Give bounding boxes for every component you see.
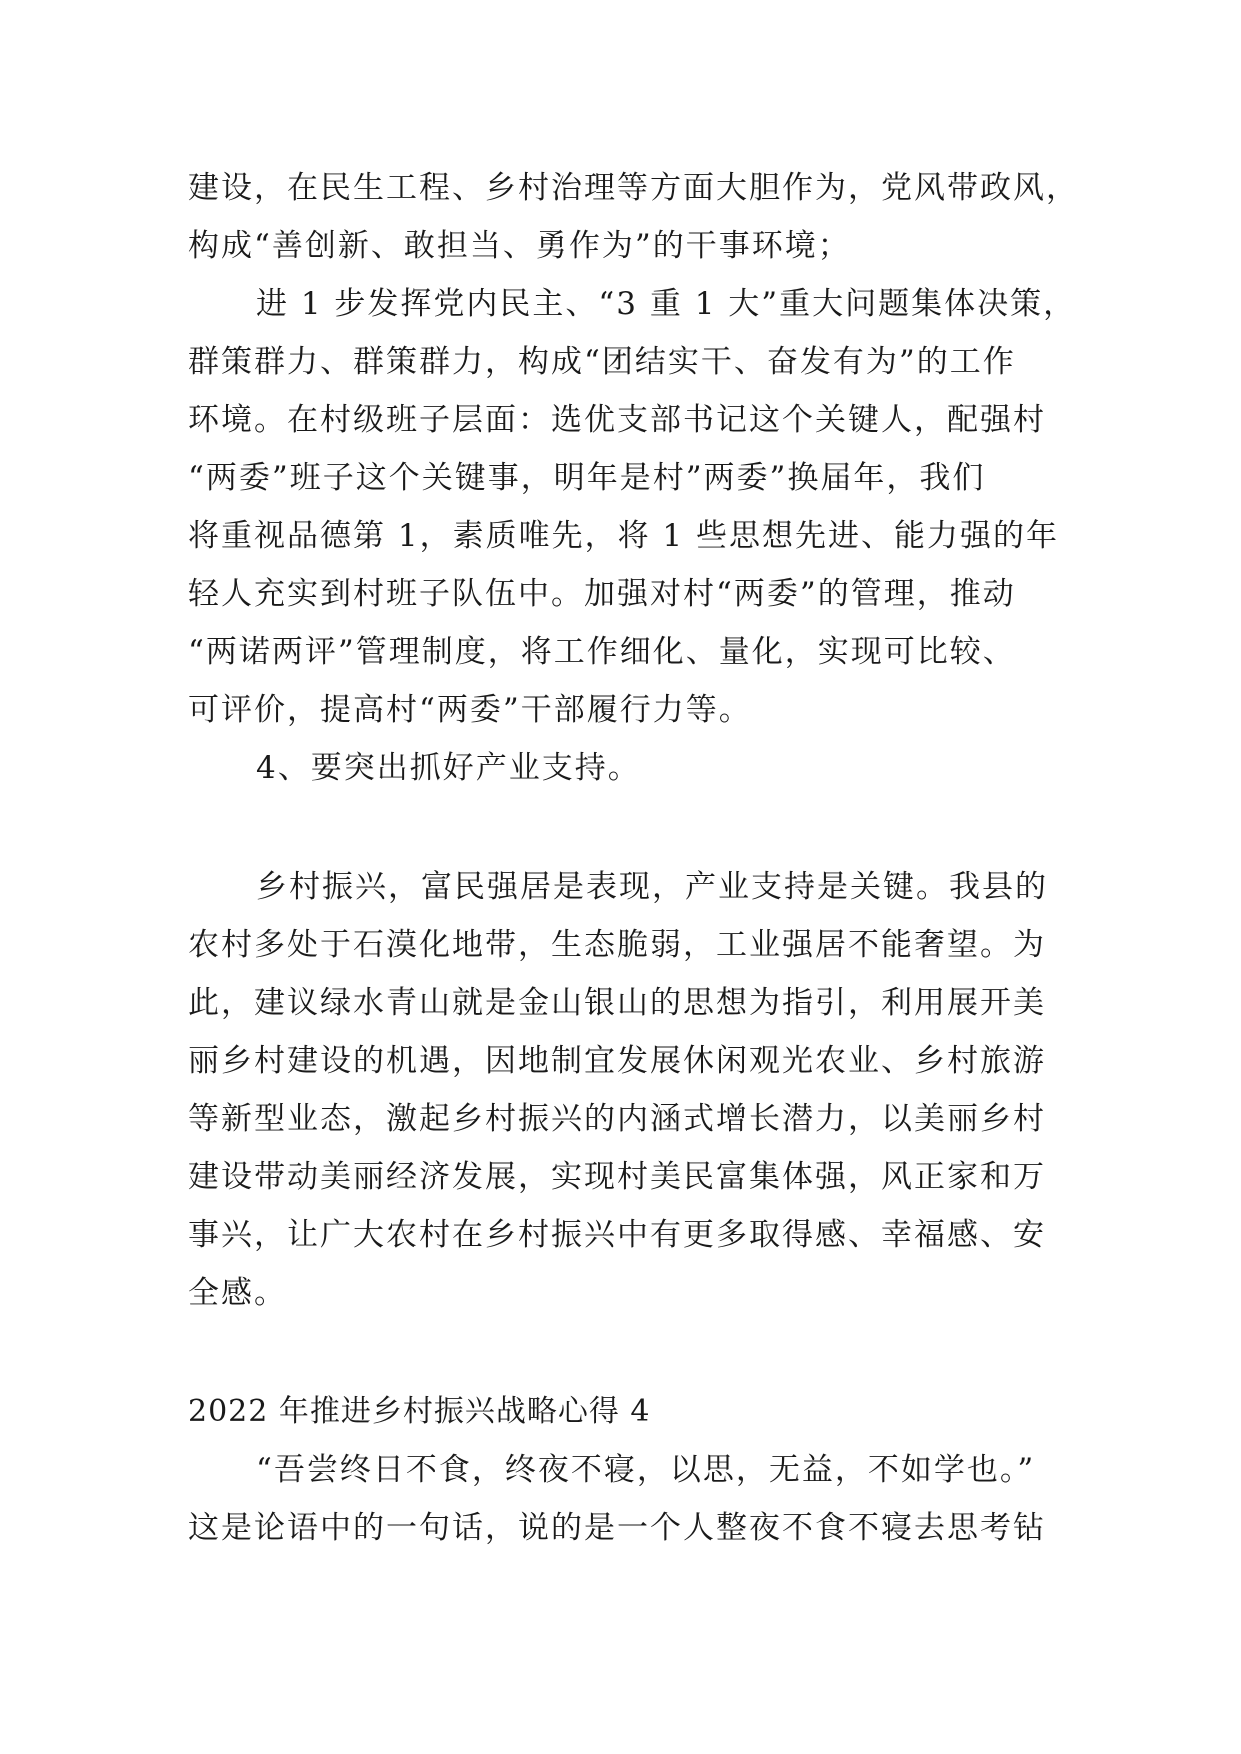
text-line: 此，建议绿水青山就是金山银山的思想为指引，利用展开美 <box>188 985 1046 1021</box>
text-line: “两诺两评”管理制度，将工作细化、量化，实现可比较、 <box>188 634 1016 670</box>
text-line: 可评价，提高村“两委”干部履行力等。 <box>188 692 752 728</box>
text-line: 群策群力、群策群力，构成“团结实干、奋发有为”的工作 <box>188 344 1016 380</box>
text-line: 轻人充实到村班子队伍中。加强对村“两委”的管理，推动 <box>188 576 1016 612</box>
text-line: 农村多处于石漠化地带，生态脆弱，工业强居不能奢望。为 <box>188 927 1046 963</box>
paragraph-first-line: “吾尝终日不食，终夜不寝，以思，无益，不如学也。” <box>256 1452 1036 1488</box>
text-line: 全感。 <box>188 1275 287 1311</box>
text-line: 建设，在民生工程、乡村治理等方面大胆作为，党风带政风， <box>188 170 1079 206</box>
text-line: “两委”班子这个关键事，明年是村”两委”换届年，我们 <box>188 460 986 496</box>
text-line: 建设带动美丽经济发展，实现村美民富集体强，风正家和万 <box>188 1159 1046 1195</box>
text-line: 丽乡村建设的机遇，因地制宜发展休闲观光农业、乡村旅游 <box>188 1043 1046 1079</box>
text-line: 环境。在村级班子层面：选优支部书记这个关键人，配强村 <box>188 402 1046 438</box>
section-title: 2022 年推进乡村振兴战略心得 4 <box>188 1394 651 1429</box>
text-line: 将重视品德第 1，素质唯先，将 1 些思想先进、能力强的年 <box>188 518 1060 554</box>
text-line: 构成“善创新、敢担当、勇作为”的干事环境； <box>188 228 851 264</box>
point-heading: 4、要突出抓好产业支持。 <box>256 750 641 786</box>
text-line: 这是论语中的一句话，说的是一个人整夜不食不寝去思考钻 <box>188 1510 1046 1546</box>
paragraph-first-line: 乡村振兴，富民强居是表现，产业支持是关键。我县的 <box>256 869 1048 905</box>
text-line: 事兴，让广大农村在乡村振兴中有更多取得感、幸福感、安 <box>188 1217 1046 1253</box>
paragraph-first-line: 进 1 步发挥党内民主、“3 重 1 大”重大问题集体决策， <box>256 286 1077 322</box>
text-line: 等新型业态，激起乡村振兴的内涵式增长潜力，以美丽乡村 <box>188 1101 1046 1137</box>
